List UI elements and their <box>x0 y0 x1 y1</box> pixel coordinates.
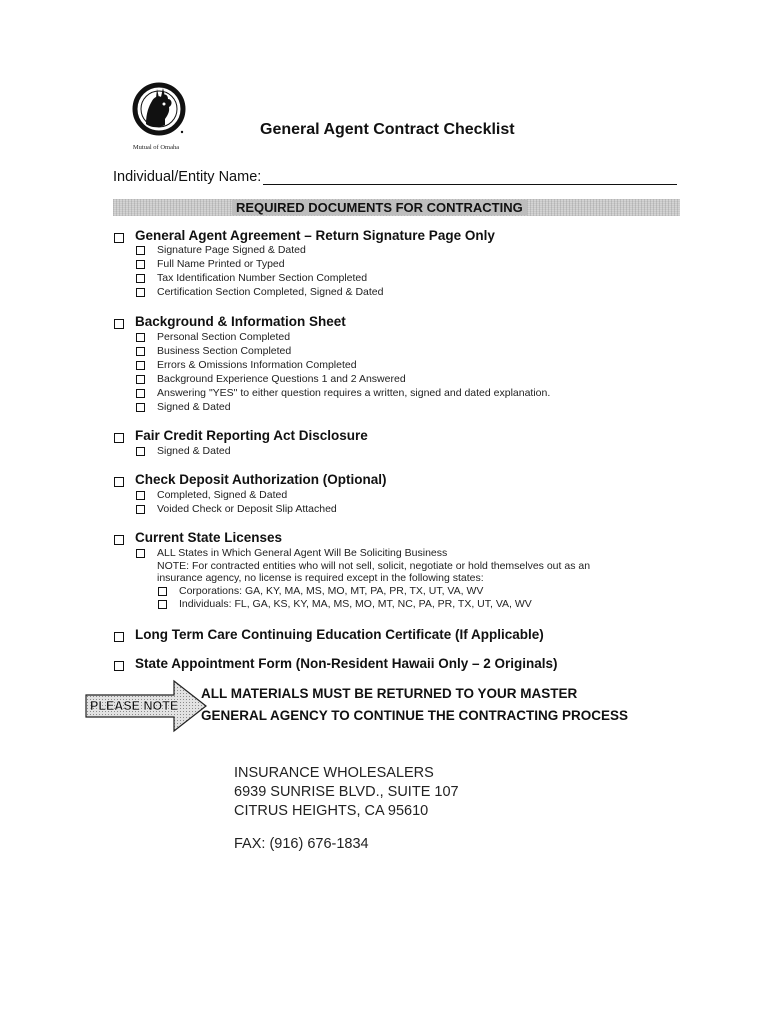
address-line2: 6939 SUNRISE BLVD., SUITE 107 <box>234 784 459 800</box>
individuals-label: Individuals: FL, GA, KS, KY, MA, MS, MO, MT, NC, PA, PR, TX, UT, VA, WV <box>179 598 532 610</box>
corporations-label: Corporations: GA, KY, MA, MS, MO, MT, PA, PR, TX, UT, VA, WV <box>179 585 484 597</box>
corporations-checkbox[interactable] <box>158 587 167 596</box>
ltc-title: Long Term Care Continuing Education Certificate (If Applicable) <box>135 627 544 642</box>
agreement-title: General Agent Agreement – Return Signature Page Only <box>135 228 495 243</box>
please-note-label: PLEASE NOTE <box>90 699 179 713</box>
background-item-checkbox[interactable] <box>136 375 145 384</box>
background-item-label: Business Section Completed <box>157 345 292 357</box>
entity-name-field[interactable] <box>263 184 677 185</box>
appointment-title: State Appointment Form (Non-Resident Hawaii Only – 2 Originals) <box>135 656 558 671</box>
agreement-item-label: Tax Identification Number Section Completed <box>157 272 368 284</box>
licenses-item-label: ALL States in Which General Agent Will Be Soliciting Business <box>157 547 448 559</box>
address-line1: INSURANCE WHOLESALERS <box>234 765 434 781</box>
background-item-checkbox[interactable] <box>136 389 145 398</box>
background-checkbox[interactable] <box>114 319 124 329</box>
background-item-label: Answering "YES" to either question requires a written, signed and dated explanation. <box>157 387 551 399</box>
background-item-checkbox[interactable] <box>136 361 145 370</box>
licenses-item-checkbox[interactable] <box>136 549 145 558</box>
document-title: General Agent Contract Checklist <box>260 121 515 138</box>
entity-name-label: Individual/Entity Name: <box>113 169 262 185</box>
agreement-item-label: Full Name Printed or Typed <box>157 258 285 270</box>
background-item-checkbox[interactable] <box>136 403 145 412</box>
appointment-checkbox[interactable] <box>114 661 124 671</box>
notice-line2: GENERAL AGENCY TO CONTINUE THE CONTRACTING PROCESS <box>201 708 629 723</box>
logo-caption: Mutual of Omaha <box>132 144 180 151</box>
licenses-title: Current State Licenses <box>135 530 283 545</box>
please-note-arrow <box>84 678 208 738</box>
deposit-checkbox[interactable] <box>114 477 124 487</box>
ltc-checkbox[interactable] <box>114 632 124 642</box>
background-item-label: Personal Section Completed <box>157 331 291 343</box>
licenses-note-line2: insurance agency, no license is required except in the following states: <box>157 572 484 584</box>
licenses-checkbox[interactable] <box>114 535 124 545</box>
fcra-checkbox[interactable] <box>114 433 124 443</box>
agreement-item-label: Signature Page Signed & Dated <box>157 244 306 256</box>
fcra-item-label: Signed & Dated <box>157 445 231 457</box>
deposit-item-label: Completed, Signed & Dated <box>157 489 288 501</box>
background-item-label: Background Experience Questions 1 and 2 Answered <box>157 373 406 385</box>
background-title: Background & Information Sheet <box>135 314 346 329</box>
address-line3: CITRUS HEIGHTS, CA 95610 <box>234 803 429 819</box>
background-item-checkbox[interactable] <box>136 333 145 342</box>
deposit-item-checkbox[interactable] <box>136 491 145 500</box>
fcra-title: Fair Credit Reporting Act Disclosure <box>135 428 368 443</box>
agreement-checkbox[interactable] <box>114 233 124 243</box>
agreement-item-checkbox[interactable] <box>136 260 145 269</box>
fax-number: FAX: (916) 676-1834 <box>234 836 369 852</box>
fcra-item-checkbox[interactable] <box>136 447 145 456</box>
agreement-item-label: Certification Section Completed, Signed & Dated <box>157 286 384 298</box>
background-item-checkbox[interactable] <box>136 347 145 356</box>
notice-line1: ALL MATERIALS MUST BE RETURNED TO YOUR MASTER <box>201 686 578 701</box>
background-item-label: Signed & Dated <box>157 401 231 413</box>
individuals-checkbox[interactable] <box>158 600 167 609</box>
deposit-title: Check Deposit Authorization (Optional) <box>135 472 387 487</box>
deposit-item-label: Voided Check or Deposit Slip Attached <box>157 503 337 515</box>
mutual-of-omaha-logo <box>130 80 188 150</box>
background-item-label: Errors & Omissions Information Completed <box>157 359 357 371</box>
licenses-note-line1: NOTE: For contracted entities who will not sell, solicit, negotiate or hold themselves out as an <box>157 560 591 572</box>
section-band-title: REQUIRED DOCUMENTS FOR CONTRACTING <box>232 200 527 215</box>
agreement-item-checkbox[interactable] <box>136 246 145 255</box>
agreement-item-checkbox[interactable] <box>136 288 145 297</box>
agreement-item-checkbox[interactable] <box>136 274 145 283</box>
deposit-item-checkbox[interactable] <box>136 505 145 514</box>
